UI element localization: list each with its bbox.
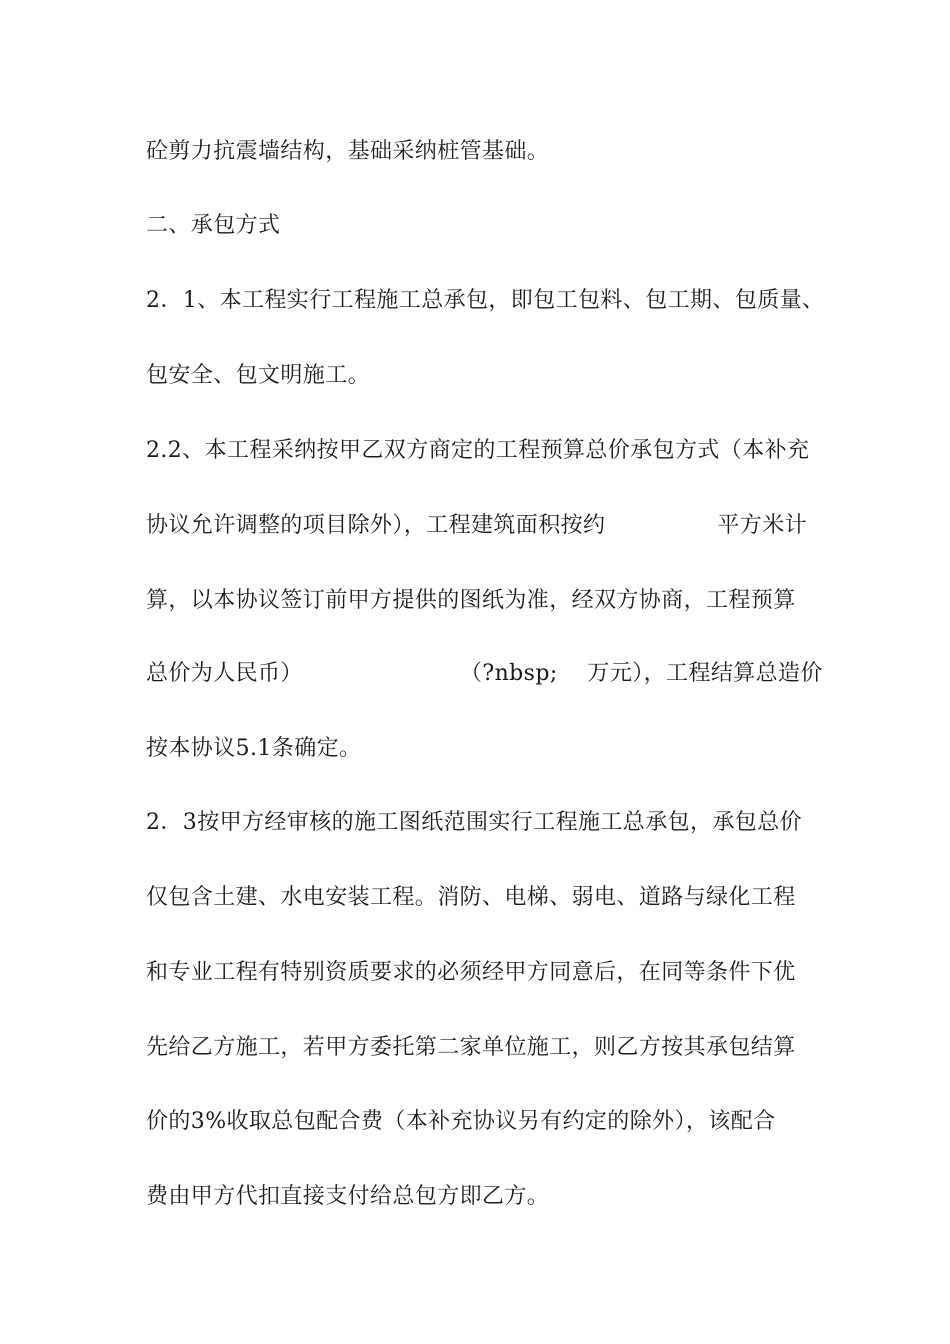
text-line: 总价为人民币） （?nbsp; 万元），工程结算总造价 [146, 661, 823, 686]
text-line: 砼剪力抗震墙结构，基础采纳桩管基础。 [146, 139, 550, 164]
text-line: 协议允许调整的项目除外），工程建筑面积按约 平方米计 [146, 513, 808, 538]
text-line: 费由甲方代扣直接支付给总包方即乙方。 [146, 1184, 550, 1209]
text-line: 2．1、本工程实行工程施工总承包，即包工包料、包工期、包质量、 [146, 288, 825, 313]
text-line: 算，以本协议签订前甲方提供的图纸为准，经双方协商，工程预算 [146, 588, 796, 613]
text-line: 和专业工程有特别资质要求的必须经甲方同意后，在同等条件下优 [146, 960, 796, 985]
section-heading: 二、承包方式 [146, 213, 281, 238]
text-line: 先给乙方施工，若甲方委托第二家单位施工，则乙方按其承包结算 [146, 1035, 796, 1060]
text-line: 2．3按甲方经审核的施工图纸范围实行工程施工总承包，承包总价 [146, 810, 802, 835]
text-line: 按本协议5.1条确定。 [146, 736, 362, 761]
text-line: 仅包含土建、水电安装工程。消防、电梯、弱电、道路与绿化工程 [146, 885, 796, 910]
text-line: 价的3%收取总包配合费（本补充协议另有约定的除外），该配合 [146, 1109, 776, 1134]
text-line: 包安全、包文明施工。 [146, 363, 371, 388]
text-line: 2.2、本工程采纳按甲乙双方商定的工程预算总价承包方式（本补充 [146, 438, 810, 463]
